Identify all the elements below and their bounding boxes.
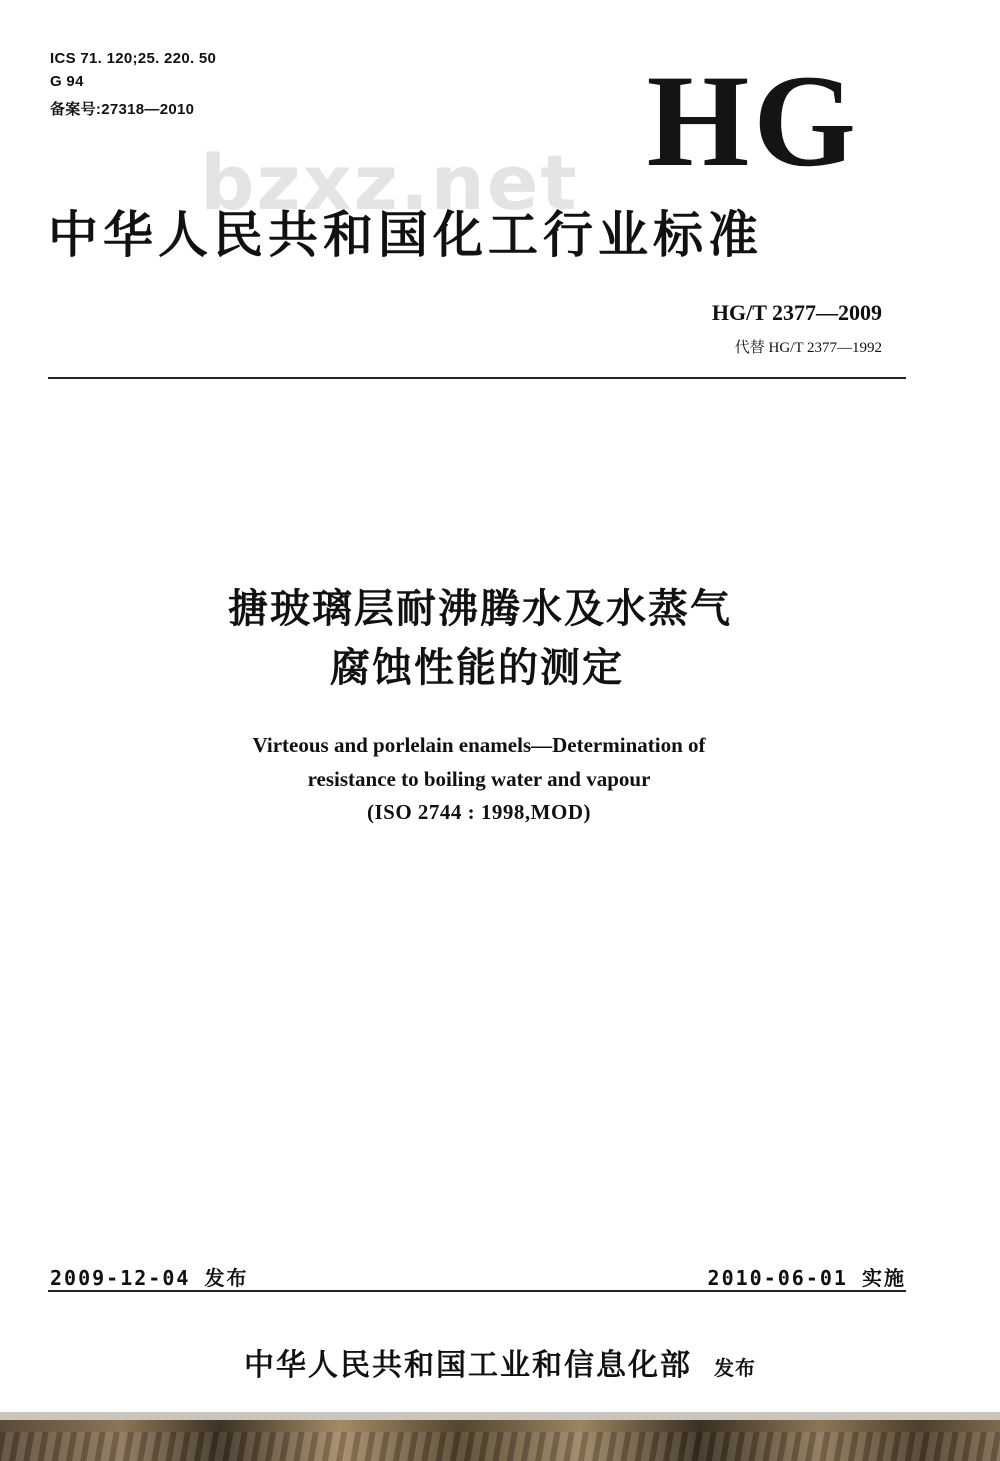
implementation-date: 2010-06-01 实施 (707, 1266, 906, 1290)
classification-code: G 94 (50, 73, 84, 90)
hg-logo: HG (646, 47, 860, 194)
chinese-title-line-2: 腐蚀性能的测定 (330, 645, 624, 691)
chinese-title-line-1: 搪玻璃层耐沸腾水及水蒸气 (228, 586, 732, 632)
replaces-standard: 代替 HG/T 2377—1992 (734, 340, 882, 356)
issuer-suffix: 发布 (714, 1356, 756, 1380)
bottom-divider (48, 1290, 906, 1292)
issuing-authority (0, 1340, 1000, 1384)
ics-code: ICS 71. 120;25. 220. 50 (50, 50, 217, 67)
english-title-line-2: resistance to boiling water and vapour (307, 767, 651, 791)
watermark: bzxz.net (200, 138, 579, 227)
standard-number: HG/T 2377—2009 (711, 300, 882, 325)
english-title-line-3: (ISO 2744 : 1998,MOD) (367, 800, 591, 824)
photo-strip (0, 1412, 1000, 1461)
top-divider (48, 377, 906, 379)
filing-number: 备案号:27318—2010 (50, 101, 195, 118)
issuer-name: 中华人民共和国工业和信息化部 (244, 1348, 692, 1383)
issue-date: 2009-12-04 发布 (50, 1266, 249, 1290)
english-title-line-1: Virteous and porlelain enamels—Determination of (252, 733, 706, 757)
standard-category-title: 中华人民共和国化工行业标准 (48, 206, 763, 264)
